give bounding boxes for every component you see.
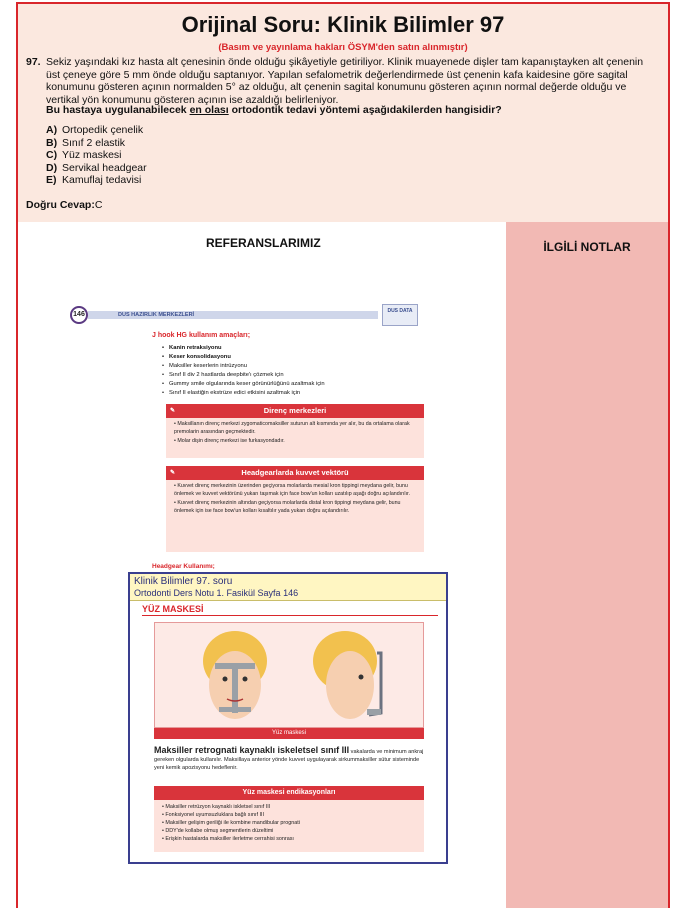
notes-title: İLGİLİ NOTLAR <box>543 240 631 254</box>
option-e: E) Kamuflaj tedavisi <box>46 174 142 186</box>
face-mask-drawing <box>155 623 425 729</box>
list-item: • Fonksiyonel uyumsuzluklara bağlı sınıf III <box>162 811 416 819</box>
list-item: • Sınıf II div 2 hastlarda deepbite'ı çözmek için <box>162 371 325 380</box>
question-ask-start: Bu hastaya uygulanabilecek <box>46 104 190 116</box>
list-item: • Gummy smile olgularında keser görünürlüğünü azaltmak için <box>162 380 325 389</box>
indications-list <box>154 800 424 852</box>
page-number-badge: 146 <box>70 306 88 324</box>
copyright-notice: (Basım ve yayınlama hakları ÖSYM'den satın alınmıştır) <box>218 42 468 53</box>
source-caption <box>130 574 446 601</box>
desc-emphasis: Maksiller retrognati kaynaklı iskeletsel sınıf III <box>154 745 350 755</box>
dusdata-logo: DUS DATA <box>382 304 418 326</box>
references-panel <box>18 222 506 908</box>
vektor-header: ✎ Headgearlarda kuvvet vektörü <box>166 466 424 480</box>
question-ask-emphasis: en olası <box>189 104 229 116</box>
list-item: • Keser konsolidasyonu <box>162 353 325 362</box>
divider <box>142 615 438 616</box>
desc-rest: vakalarda ve minimum ankraj gereken olgularda kullanılır. Maksillaya anterior yönde kuvvet uygulayarak sirkummaksiller sütur sisteminde yeni kemik apozisyonu hedeflenir. <box>154 749 424 771</box>
page-frame <box>16 2 670 908</box>
list-item: • Erişkin hastalarda maksiller ilerletme cerrahisi sonrası <box>162 835 416 843</box>
correct-answer <box>26 199 102 211</box>
question-number: 97. <box>26 56 41 68</box>
notes-panel <box>506 222 668 908</box>
correct-answer-label: Doğru Cevap: <box>26 199 95 211</box>
list-item: • Maksillanın direnç merkezi zygomaticomaksiller suturun alt kısmında yer alır, bu da ortalama olarak premolarin arasından geçmektedir. <box>174 421 410 435</box>
list-item: • Kuvvet direnç merkezinin altından geçiyorsa molarlarda distal kron tippingi meydana gelir, bunu önlemek için ise face bow'un kolları kısaltılır yada yukarı doğru açılandırılır. <box>174 500 401 514</box>
source-line-1: Klinik Bilimler 97. soru <box>134 576 233 587</box>
list-item: • Kanin retraksiyonu <box>162 344 325 353</box>
page-band-label: DUS HAZIRLIK MERKEZLERİ <box>118 312 195 318</box>
direnc-box <box>166 418 424 458</box>
source-line-2: Ortodonti Ders Notu 1. Fasikül Sayfa 146 <box>134 588 299 598</box>
list-item: • DDY'de kollabe olmuş segmentlerin düzeltimi <box>162 827 416 835</box>
list-item: • Kuvvet direnç merkezinin üzerinden geçiyorsa molarlarda mesial kron tippingi meydana gelir, bunu önlemek ve kuvvet vektörünü yukarı taşımak için face bow'un kolları uzatılıp aşağı doğru açılandırılır. <box>174 483 410 497</box>
pencil-icon: ✎ <box>170 408 176 414</box>
references-title: REFERANSLARIMIZ <box>206 236 321 250</box>
list-item: • Maksiller retrüzyon kaynaklı iskletsel sınıf III <box>162 803 416 811</box>
list-item: • Maksiller gelişim geriliği ile kombine mandibular prognati <box>162 819 416 827</box>
option-b: B) Sınıf 2 elastik <box>46 136 126 149</box>
source-highlight-box <box>128 572 448 864</box>
headgear-title: Headgear Kullanımı; <box>152 563 215 570</box>
question-text: Sekiz yaşındaki kız hasta alt çenesinin önde olduğu şikâyetiyle getiriliyor. Klinik muayenede dişler tam kapanıştayken alt çenenin üst çeneye göre 5 mm önde olduğu saptanıyor. Yapılan sefalometrik değerlendirmede üst çenenin kafa kaidesine göre sagital konumunu gösteren açının normalden 5° az olduğu, alt çenenin sagital konumunu gösteren açının normal değerde olduğu ve vertikal yön konumunu gösteren açının ise azaldığı belirleniyor. <box>46 56 644 106</box>
yuz-maskesi-title: YÜZ MASKESİ <box>142 604 204 614</box>
page-title: Orijinal Soru: Klinik Bilimler 97 <box>181 12 505 37</box>
face-mask-illustration <box>154 622 424 728</box>
jhook-list <box>162 344 325 398</box>
book-page-image <box>66 280 434 572</box>
option-c: C) Yüz maskesi <box>46 149 122 161</box>
question-ask <box>46 104 646 116</box>
list-item: • Maksiller keserlerin intrüzyonu <box>162 362 325 371</box>
jhook-title: J hook HG kullanım amaçları; <box>152 332 251 339</box>
indications-header: Yüz maskesi endikasyonları <box>154 786 424 800</box>
answer-options <box>46 124 147 187</box>
pencil-icon: ✎ <box>170 470 176 476</box>
yuz-maskesi-description <box>154 746 430 772</box>
direnc-header: ✎ Direnç merkezleri <box>166 404 424 418</box>
option-a: A) Ortopedik çenelik <box>46 124 144 136</box>
correct-answer-value: C <box>94 199 103 211</box>
illustration-caption: Yüz maskesi <box>154 728 424 739</box>
question-header <box>18 4 668 222</box>
list-item: • Sınıf II elastiğin ekstrüze edici etkisini azaltmak için <box>162 389 325 398</box>
option-d: D) Servikal headgear <box>46 161 147 174</box>
list-item: • Molar dişin direnç merkezi ise furkasyondadır. <box>174 438 285 444</box>
question-ask-end: ortodontik tedavi yöntemi aşağıdakilerden hangisidir? <box>228 104 502 116</box>
vektor-box <box>166 480 424 552</box>
